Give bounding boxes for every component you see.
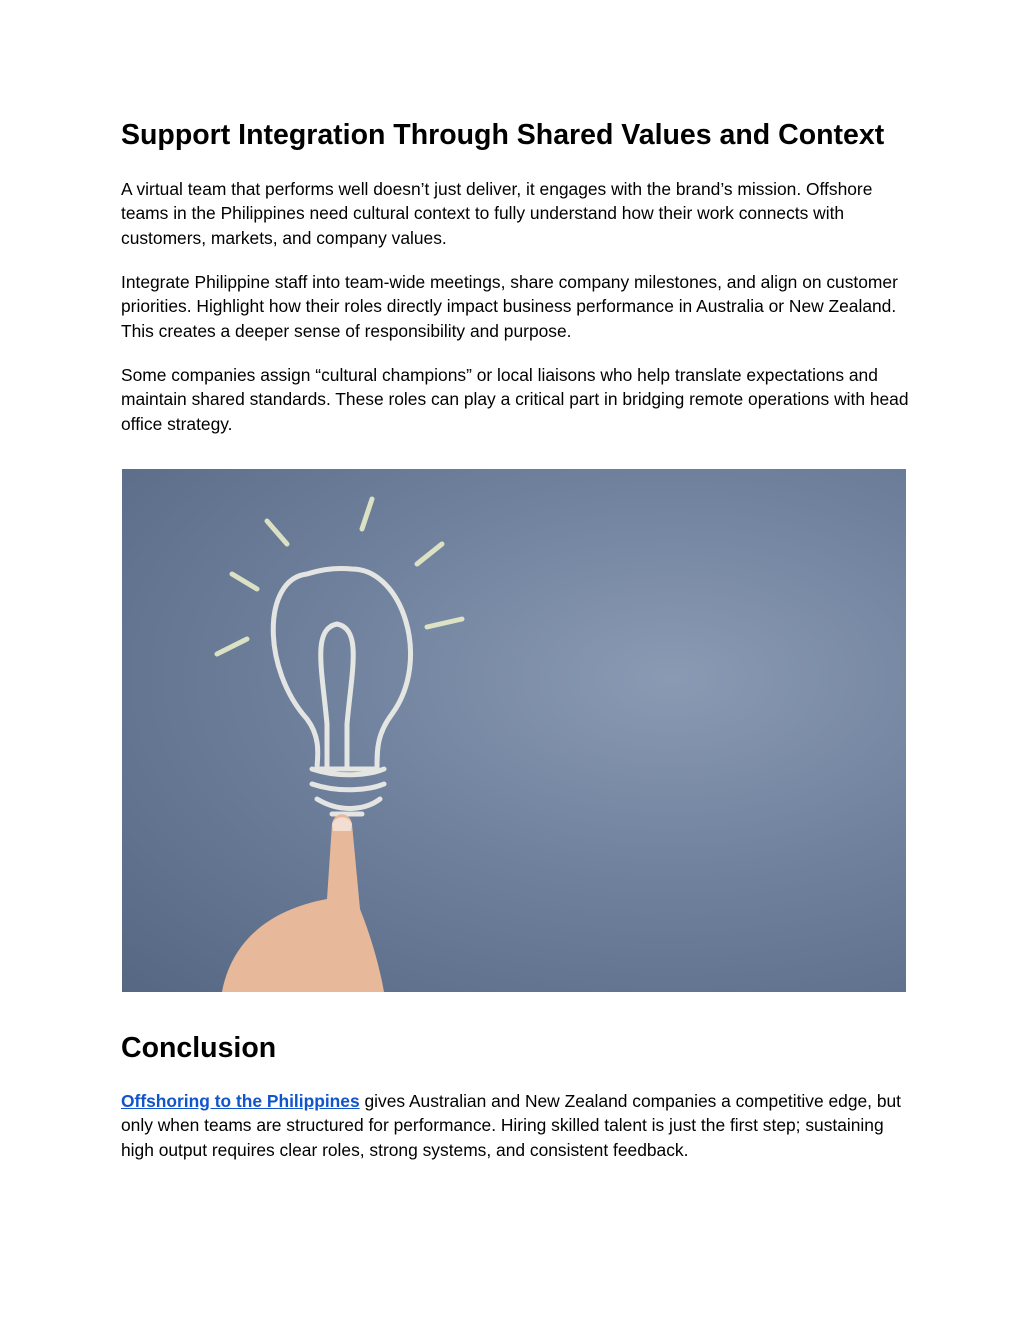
paragraph: Integrate Philippine staff into team-wide meetings, share company milestones, and align on customer priorities. Highlight how their roles directly impact business performance in Australia or New Zealand. This creates a deeper sense of responsibility and purpose. bbox=[121, 272, 898, 341]
conclusion-heading: Conclusion bbox=[121, 1032, 277, 1064]
paragraph: A virtual team that performs well doesn’t just deliver, it engages with the brand’s mission. Offshore teams in the Philippines need cultural context to fully understand how their work connects with customers, markets, and company values. bbox=[121, 179, 873, 248]
offshoring-philippines-link[interactable]: Offshoring to the Philippines bbox=[121, 1091, 360, 1111]
paragraph: Some companies assign “cultural champions” or local liaisons who help translate expectations and maintain shared standards. These roles can play a critical part in bridging remote operations with head office strategy. bbox=[121, 365, 909, 434]
chalkboard-lightbulb-image bbox=[122, 469, 906, 992]
lightbulb-illustration bbox=[122, 469, 906, 992]
section-heading: Support Integration Through Shared Values and Context bbox=[121, 119, 885, 151]
conclusion-text: gives Australian and New Zealand companies a competitive edge, but only when teams are structured for performance. Hiring skilled talent is just the first step; sustaining high output requires clear roles, strong systems, and consistent feedback. bbox=[121, 1091, 902, 1160]
conclusion-paragraph bbox=[121, 1089, 911, 1162]
